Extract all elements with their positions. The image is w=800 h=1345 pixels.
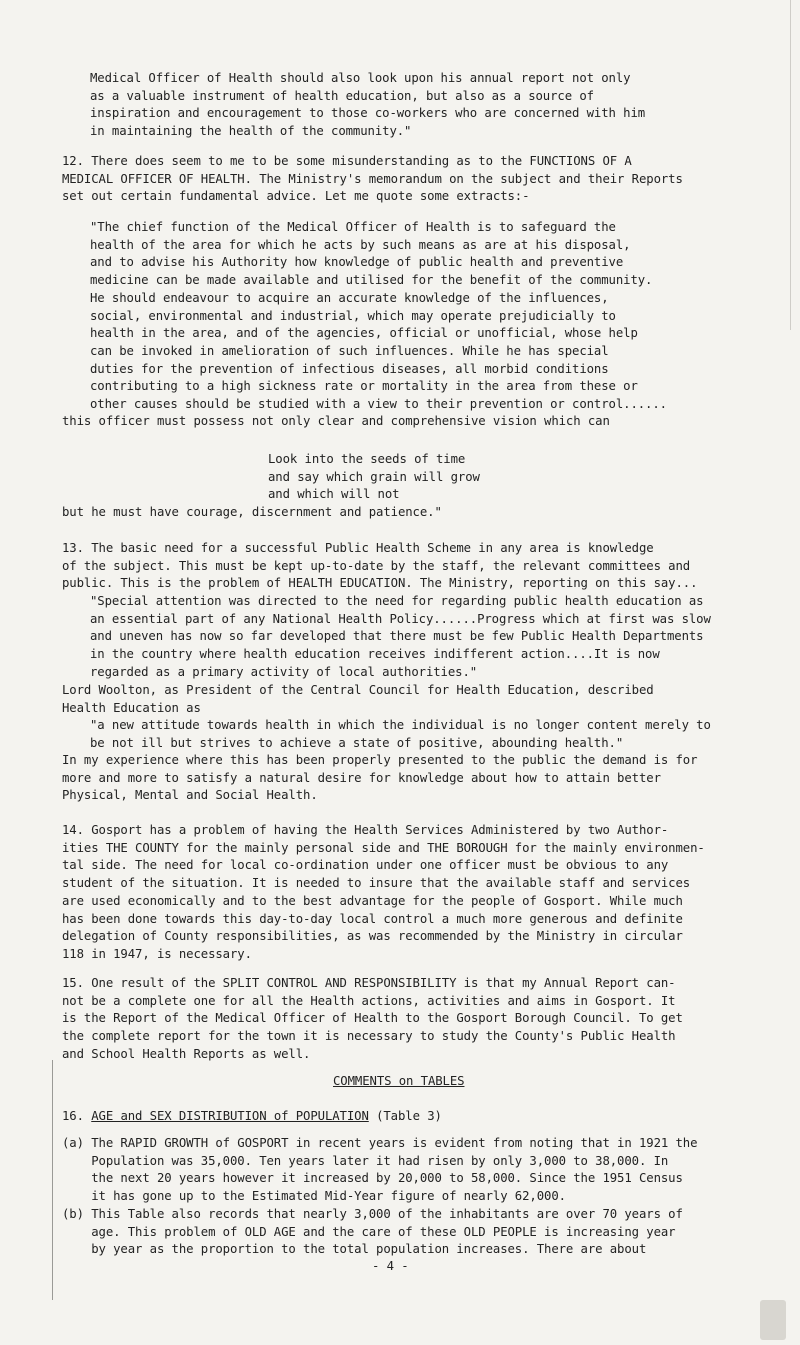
comments-heading: COMMENTS on TABLES (333, 1074, 465, 1088)
corner-smudge (760, 1300, 786, 1340)
paragraph-13-quote: "Special attention was directed to the need for regarding public health education as an essential part of any National Health Policy......Progress which at first was slow and uneven has now so far developed that there must be few Public Health Departments in the country where health education receives indifferent action....It is now regarded as a primary activity of local authorities." (90, 594, 711, 679)
verse: Look into the seeds of time and say which grain will grow and which will not (268, 452, 480, 502)
paragraph-13-experience: In my experience where this has been properly presented to the public the demand is for more and more to satisfy a natural desire for knowledge about how to attain better Physical, Mental and Social Health. (62, 753, 698, 803)
paragraph-14: 14. Gosport has a problem of having the Health Services Administered by two Author- ities THE COUNTY for the mainly personal side and THE BOROUGH for the mainly environmen- tal side. The need for local co-ordination under one officer must be obvious to any student of the situation. It is needed to insure that the available staff and services are used economically and to the best advantage for the people of Gosport. While much has been done towards this day-to-day local control a much more generous and definite delegation of County responsibilities, as was recommended by the Ministry in circular 118 in 1947, is necessary. (62, 823, 705, 961)
binding-edge-line (52, 1060, 53, 1300)
paragraph-13: 13. The basic need for a successful Public Health Scheme in any area is knowledge of the subject. This must be kept up-to-date by the staff, the relevant committees and public. This is the problem of HEALTH EDUCATION. The Ministry, reporting on this say... (62, 541, 698, 591)
paragraph-12: 12. There does seem to me to be some misunderstanding as to the FUNCTIONS OF A MEDICAL OFFICER OF HEALTH. The Ministry's memorandum on the subject and their Reports set out certain fundamental advice. Let me quote some extracts:- (62, 154, 683, 204)
paragraph-16a: (a) The RAPID GROWTH of GOSPORT in recent years is evident from noting that in 1921 the Population was 35,000. Ten years later it had risen by only 3,000 to 38,000. In the next 20 years however it increased by 20,000 to 58,000. Since the 1951 Census it has gone up to the Estimated Mid-Year figure of nearly 62,000. (62, 1136, 698, 1204)
section-16-title: AGE and SEX DISTRIBUTION of POPULATION (91, 1109, 369, 1123)
paragraph-13-woolton-quote: "a new attitude towards health in which the individual is no longer content merely to be not ill but strives to achieve a state of positive, abounding health." (90, 718, 711, 750)
verse-after: but he must have courage, discernment and patience." (62, 505, 442, 519)
paragraph-15: 15. One result of the SPLIT CONTROL AND RESPONSIBILITY is that my Annual Report can- not be a complete one for all the Health actions, activities and aims in Gosport. It is the Report of the Medical Officer of Health to the Gosport Borough Council. To get the complete report for the town it is necessary to study the County's Public Health and School Health Reports as well. (62, 976, 683, 1061)
paragraph-16-heading: 16. AGE and SEX DISTRIBUTION of POPULATION (Table 3) (62, 1109, 442, 1123)
ministry-quote: "The chief function of the Medical Officer of Health is to safeguard the health of the area for which he acts by such means as are at his disposal, and to advise his Authority how knowledge of public health and preventive medicine can be made available and utilised for the benefit of the community. He should endeavour to acquire an accurate knowledge of the influences, social, environmental and industrial, which may operate prejudicially to health in the area, and of the agencies, official or unofficial, whose help can be invoked in amelioration of such influences. While he has special duties for the prevention of infectious diseases, all morbid conditions contributing to a high sickness rate or mortality in the area from these or other causes should be studied with a view to their prevention or control...... (90, 220, 667, 412)
page-number: - 4 - (372, 1259, 409, 1273)
quote-last-line: this officer must possess not only clear and comprehensive vision which can (62, 414, 610, 428)
paragraph-16b: (b) This Table also records that nearly 3,000 of the inhabitants are over 70 years of age. This problem of OLD AGE and the care of these OLD PEOPLE is increasing year by year as the proportion to the total population increases. There are about (62, 1207, 683, 1257)
right-edge-line (790, 0, 791, 330)
intro-paragraph: Medical Officer of Health should also look upon his annual report not only as a valuable instrument of health education, but also as a source of inspiration and encouragement to those co-workers who are concerned with him in maintaining the health of the community." (90, 71, 646, 139)
paragraph-13-woolton: Lord Woolton, as President of the Central Council for Health Education, described Health Education as (62, 683, 654, 715)
